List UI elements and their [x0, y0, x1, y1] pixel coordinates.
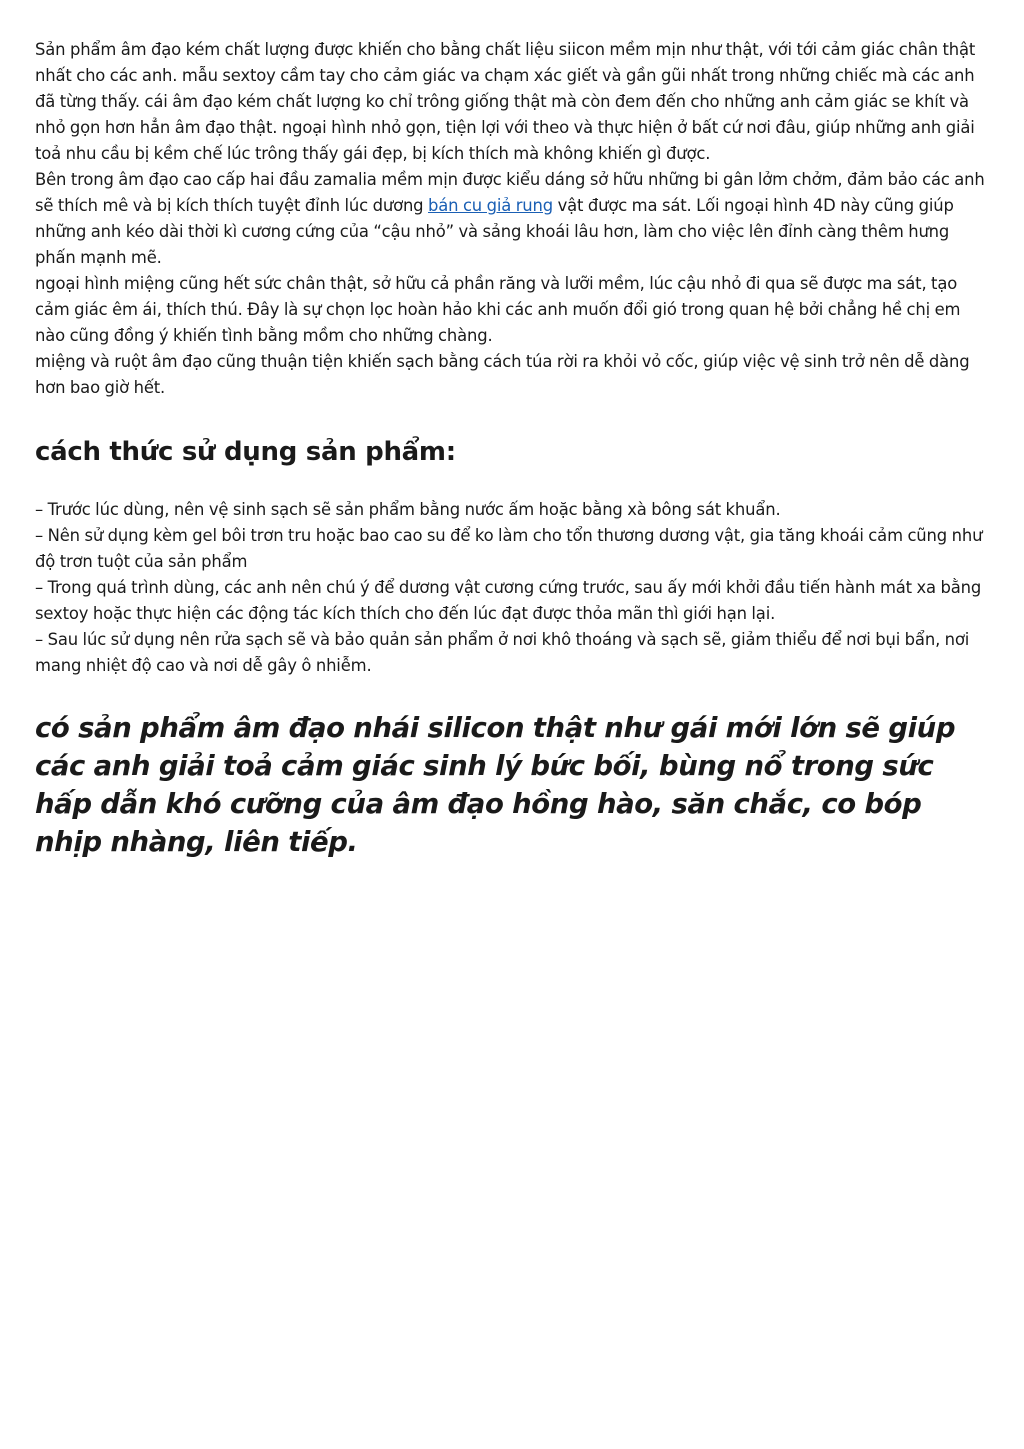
- usage-step-4: – Sau lúc sử dụng nên rửa sạch sẽ và bảo quản sản phẩm ở nơi khô thoáng và sạch sẽ, giảm thiểu để nơi bụi bẩn, nơi mang nhiệt độ cao và nơi dễ gây ô nhiễm.: [35, 630, 970, 675]
- usage-step-3: – Trong quá trình dùng, các anh nên chú ý để dương vật cương cứng trước, sau ấy mới khởi đầu tiến hành mát xa bằng sextoy hoặc thực hiện các động tác kích thích cho đến lúc đạt được thỏa mãn thì giới hạn lại.: [35, 578, 982, 623]
- usage-heading: cách thức sử dụng sản phẩm:: [35, 437, 456, 467]
- closing-heading: có sản phẩm âm đạo nhái silicon thật như gái mới lớn sẽ giúp các anh giải toả cảm giác sinh lý bức bối, bùng nổ trong sức hấp dẫn khó cưỡng của âm đạo hồng hào, săn chắc, co bóp nhịp nhàng, liên tiếp.: [35, 712, 956, 858]
- paragraph-interior-text-start: Bên trong âm đạo cao cấp hai đầu zamalia mềm mịn được kiểu dáng sở hữu những bi gân lởm chởm, đảm bảo các anh sẽ thích mê và bị kích thích tuyệt đỉnh lúc dương: [35, 170, 985, 215]
- product-link[interactable]: bán cu giả rung: [428, 196, 554, 215]
- paragraph-mouth: ngoại hình miệng cũng hết sức chân thật, sở hữu cả phần răng và lưỡi mềm, lúc cậu nhỏ đi qua sẽ được ma sát, tạo cảm giác êm ái, thích thú. Đây là sự chọn lọc hoàn hảo khi các anh muốn đổi gió trong quan hệ bởi chẳng hề chị em nào cũng đồng ý khiến tình bằng mồm cho những chàng.: [35, 274, 961, 345]
- paragraph-interior: [35, 167, 988, 271]
- usage-step-1: – Trước lúc dùng, nên vệ sinh sạch sẽ sản phẩm bằng nước ấm hoặc bằng xà bông sát khuẩn.: [35, 500, 781, 519]
- usage-step-2: – Nên sử dụng kèm gel bôi trơn tru hoặc bao cao su để ko làm cho tổn thương dương vật, gia tăng khoái cảm cũng như độ trơn tuột của sản phẩm: [35, 526, 983, 571]
- paragraph-cleaning: miệng và ruột âm đạo cũng thuận tiện khiến sạch bằng cách túa rời ra khỏi vỏ cốc, giúp việc vệ sinh trở nên dễ dàng hơn bao giờ hết.: [35, 352, 970, 397]
- paragraph-intro: Sản phẩm âm đạo kém chất lượng được khiến cho bằng chất liệu siicon mềm mịn như thật, với tới cảm giác chân thật nhất cho các anh. mẫu sextoy cầm tay cho cảm giác va chạm xác giết và gần gũi nhất trong những chiếc mà các anh đã từng thấy. cái âm đạo kém chất lượng ko chỉ trông giống thật mà còn đem đến cho những anh cảm giác se khít và nhỏ gọn hơn hẳn âm đạo thật. ngoại hình nhỏ gọn, tiện lợi với theo và thực hiện ở bất cứ nơi đâu, giúp những anh giải toả nhu cầu bị kềm chế lúc trông thấy gái đẹp, bị kích thích mà không khiến gì được.: [35, 40, 976, 163]
- paragraph-interior-text-end: vật được ma sát. Lối ngoại hình 4D này cũng giúp những anh kéo dài thời kì cương cứng của “cậu nhỏ” và sảng khoái lâu hơn, làm cho việc lên đỉnh càng thêm hưng phấn mạnh mẽ.: [35, 196, 954, 267]
